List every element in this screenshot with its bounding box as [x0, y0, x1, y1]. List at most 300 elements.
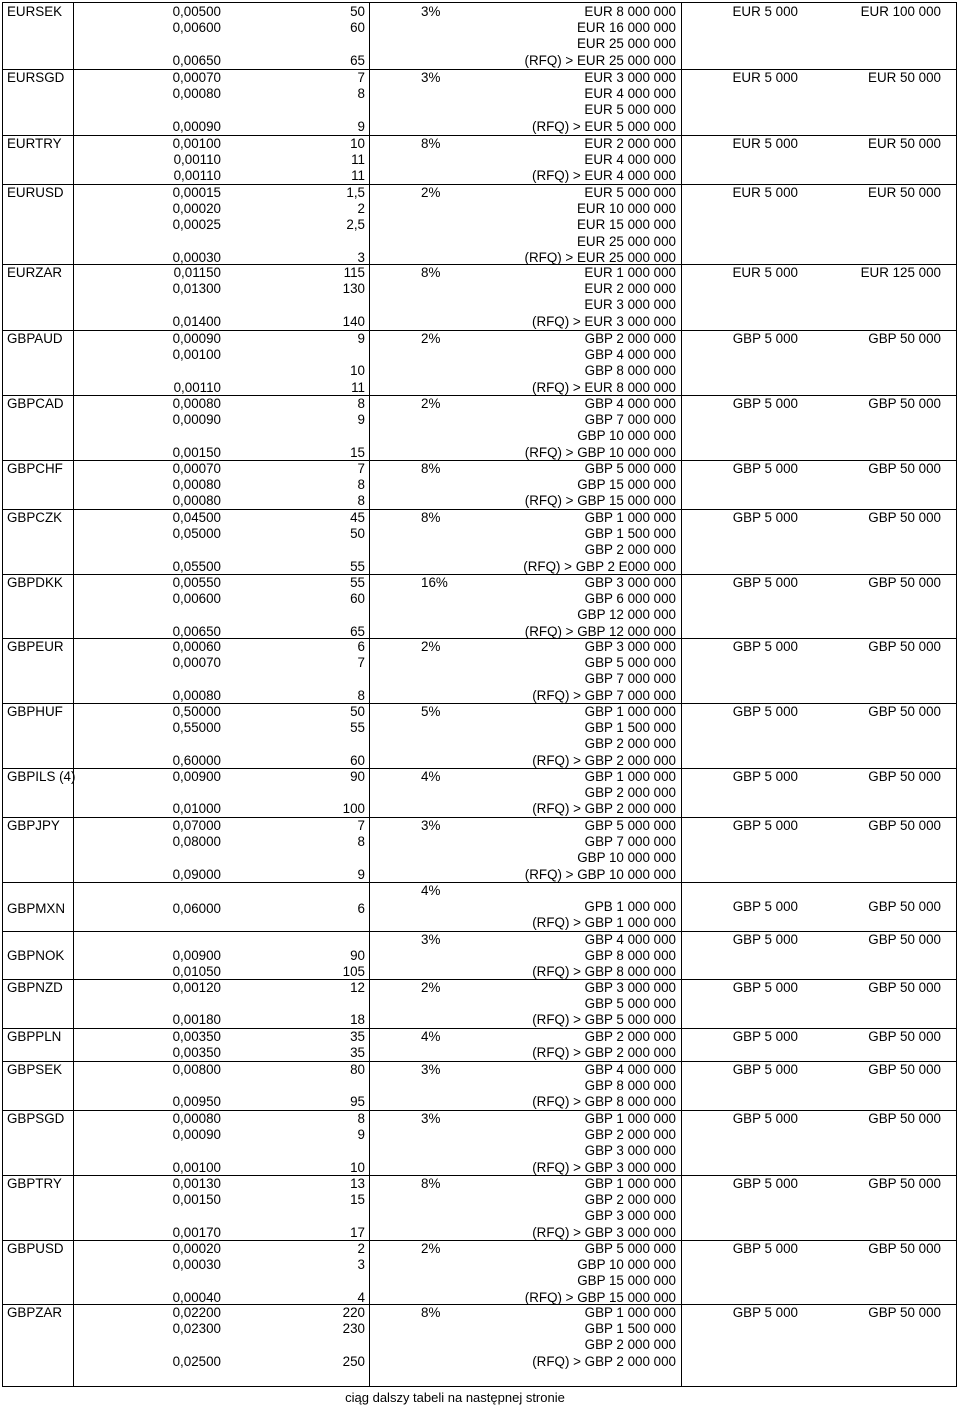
percent-value: 2%	[421, 980, 441, 995]
table-row	[3, 704, 956, 769]
table-row	[3, 769, 956, 818]
rate-value: 0,00100	[172, 347, 221, 363]
amount-threshold: (RFQ) > GBP 2 E000 000	[523, 558, 676, 574]
amount-threshold: EUR 5 000 000	[584, 185, 676, 200]
table-row	[3, 331, 956, 396]
points-value: 7	[357, 818, 365, 833]
amount-threshold: (RFQ) > GBP 2 000 000	[532, 801, 676, 817]
percent-value: 4%	[421, 1029, 441, 1044]
amount-threshold: GBP 3 000 000	[584, 1143, 676, 1159]
min-amount: GBP 5 000	[732, 575, 798, 590]
table-row	[3, 1062, 956, 1111]
points-value: 9	[357, 331, 365, 346]
currency-pair: GBPMXN	[7, 900, 66, 916]
amount-threshold: GBP 10 000 000	[577, 850, 676, 866]
table-row	[3, 510, 956, 575]
rate-value: 0,00080	[172, 1111, 221, 1126]
min-amount: EUR 5 000	[732, 136, 798, 151]
rate-value: 0,00080	[172, 396, 221, 411]
rate-value: 0,00550	[172, 575, 221, 590]
max-amount: GBP 50 000	[868, 818, 941, 833]
rate-value: 0,00060	[172, 639, 221, 654]
rates-table	[2, 2, 957, 1387]
amount-threshold: GBP 1 000 000	[584, 1111, 676, 1126]
points-value: 9	[357, 866, 365, 882]
points-value: 2	[357, 1241, 365, 1256]
points-value: 6	[357, 900, 365, 916]
amount-threshold: GBP 10 000 000	[577, 1257, 676, 1273]
amount-threshold: EUR 8 000 000	[584, 4, 676, 19]
table-row	[3, 639, 956, 704]
rate-value: 0,00030	[172, 249, 221, 265]
amount-threshold: GBP 3 000 000	[584, 575, 676, 590]
table-row	[3, 980, 956, 1029]
table-row	[3, 932, 956, 981]
table-row	[3, 136, 956, 185]
amount-threshold: GBP 1 500 000	[584, 1321, 676, 1337]
max-amount: GBP 50 000	[868, 575, 941, 590]
percent-value: 3%	[421, 70, 441, 85]
points-value: 11	[351, 168, 365, 184]
amount-threshold: (RFQ) > GBP 15 000 000	[524, 493, 676, 509]
points-value: 50	[350, 704, 365, 719]
amount-threshold: EUR 1 000 000	[584, 265, 676, 280]
currency-pair: GBPHUF	[7, 704, 63, 719]
amount-threshold: GBP 2 000 000	[584, 1192, 676, 1208]
rate-value: 0,00800	[172, 1062, 221, 1077]
points-value: 65	[350, 623, 365, 639]
currency-pair: GBPDKK	[7, 575, 63, 590]
amount-threshold: GBP 5 000 000	[584, 655, 676, 671]
amount-threshold: GBP 8 000 000	[584, 363, 676, 379]
rate-value: 0,00900	[172, 769, 221, 784]
amount-threshold: GBP 2 000 000	[584, 736, 676, 752]
max-amount: GBP 50 000	[868, 1176, 941, 1191]
points-value: 4	[357, 1289, 365, 1305]
rate-value: 0,00080	[172, 687, 221, 703]
max-amount: GBP 50 000	[868, 639, 941, 654]
rate-value: 0,00110	[173, 152, 221, 168]
rate-value: 0,00120	[172, 980, 221, 995]
min-amount: GBP 5 000	[732, 1029, 798, 1044]
max-amount: GBP 50 000	[868, 510, 941, 525]
rate-value: 0,00130	[172, 1176, 221, 1191]
amount-threshold: (RFQ) > GBP 2 000 000	[532, 1353, 676, 1369]
max-amount: EUR 125 000	[860, 265, 941, 280]
amount-threshold: GBP 4 000 000	[584, 932, 676, 947]
rate-value: 0,00090	[172, 331, 221, 346]
rate-value: 0,05000	[172, 526, 221, 542]
amount-threshold: GBP 5 000 000	[584, 1241, 676, 1256]
min-amount: GBP 5 000	[732, 639, 798, 654]
amount-threshold: EUR 3 000 000	[584, 70, 676, 85]
currency-pair: GBPCZK	[7, 510, 63, 525]
points-value: 60	[350, 591, 365, 607]
points-value: 50	[350, 526, 365, 542]
rate-value: 0,01000	[172, 801, 221, 817]
max-amount: GBP 50 000	[868, 331, 941, 346]
rate-value: 0,00110	[173, 379, 221, 395]
rate-value: 0,00950	[172, 1094, 221, 1110]
points-value: 55	[350, 558, 365, 574]
currency-pair: GBPJPY	[7, 818, 60, 833]
currency-pair: GBPSGD	[7, 1111, 65, 1126]
rate-value: 0,00080	[172, 86, 221, 102]
points-value: 65	[350, 52, 365, 68]
min-amount: GBP 5 000	[732, 932, 798, 947]
max-amount: GBP 50 000	[868, 1111, 941, 1126]
points-value: 18	[350, 1012, 365, 1028]
points-value: 8	[357, 86, 365, 102]
min-amount: GBP 5 000	[732, 396, 798, 411]
amount-threshold: (RFQ) > EUR 8 000 000	[531, 379, 676, 395]
points-value: 15	[350, 1192, 365, 1208]
table-row	[3, 265, 956, 330]
amount-threshold: EUR 16 000 000	[576, 20, 676, 36]
amount-threshold: (RFQ) > GBP 3 000 000	[532, 1224, 676, 1240]
table-row	[3, 1305, 956, 1370]
min-amount: GBP 5 000	[732, 899, 798, 915]
currency-pair: GBPZAR	[7, 1305, 63, 1320]
table-row	[3, 396, 956, 461]
percent-value: 2%	[421, 331, 441, 346]
points-value: 55	[350, 720, 365, 736]
points-value: 3	[357, 249, 365, 265]
currency-pair: EURTRY	[7, 136, 62, 151]
percent-value: 4%	[421, 769, 441, 784]
currency-pair: GBPAUD	[7, 331, 63, 346]
amount-threshold: GBP 2 000 000	[584, 1029, 676, 1044]
currency-pair: EURZAR	[7, 265, 63, 280]
table-row	[3, 4, 956, 69]
points-value: 6	[357, 639, 365, 654]
points-value: 140	[342, 313, 365, 329]
rate-value: 0,08000	[172, 834, 221, 850]
points-value: 8	[357, 477, 365, 493]
min-amount: GBP 5 000	[732, 1176, 798, 1191]
points-value: 2	[357, 201, 365, 217]
currency-pair: EURUSD	[7, 185, 64, 200]
max-amount: GBP 50 000	[868, 704, 941, 719]
percent-value: 2%	[421, 639, 441, 654]
rate-value: 0,00150	[172, 1192, 221, 1208]
amount-threshold: (RFQ) > GBP 3 000 000	[532, 1159, 676, 1175]
percent-value: 5%	[421, 704, 441, 719]
rate-value: 0,00650	[172, 623, 221, 639]
points-value: 7	[357, 461, 365, 476]
amount-threshold: (RFQ) > GBP 1 000 000	[532, 915, 676, 931]
points-value: 11	[351, 379, 365, 395]
currency-pair: GBPCAD	[7, 396, 64, 411]
amount-threshold: (RFQ) > EUR 25 000 000	[524, 52, 676, 68]
rate-value: 0,50000	[172, 704, 221, 719]
rate-value: 0,00025	[172, 217, 221, 233]
rate-value: 0,00090	[172, 118, 221, 134]
points-value: 250	[342, 1353, 365, 1369]
amount-threshold: GBP 15 000 000	[577, 477, 676, 493]
amount-threshold: GBP 1 000 000	[584, 1176, 676, 1191]
amount-threshold: (RFQ) > GBP 5 000 000	[532, 1012, 676, 1028]
amount-threshold: (RFQ) > EUR 25 000 000	[524, 249, 676, 265]
points-value: 8	[357, 493, 365, 509]
rate-value: 0,00080	[172, 477, 221, 493]
amount-threshold: (RFQ) > GBP 8 000 000	[532, 1094, 676, 1110]
amount-threshold: EUR 5 000 000	[584, 102, 676, 118]
points-value: 8	[357, 687, 365, 703]
rate-value: 0,09000	[172, 866, 221, 882]
amount-threshold: GBP 8 000 000	[584, 1078, 676, 1094]
rate-value: 0,00090	[172, 1127, 221, 1143]
rate-value: 0,00100	[172, 136, 221, 151]
amount-threshold: (RFQ) > GBP 12 000 000	[524, 623, 676, 639]
percent-value: 8%	[421, 461, 441, 476]
points-value: 15	[350, 444, 365, 460]
table-row	[3, 818, 956, 883]
max-amount: GBP 50 000	[868, 1305, 941, 1320]
amount-threshold: GBP 2 000 000	[584, 1337, 676, 1353]
max-amount: GBP 50 000	[868, 1029, 941, 1044]
points-value: 220	[342, 1305, 365, 1320]
rate-value: 0,00110	[173, 168, 221, 184]
points-value: 130	[342, 281, 365, 297]
table-row	[3, 185, 956, 266]
rate-value: 0,01050	[172, 964, 221, 980]
percent-value: 8%	[421, 510, 441, 525]
points-value: 55	[350, 575, 365, 590]
points-value: 100	[342, 801, 365, 817]
amount-threshold: GBP 4 000 000	[584, 347, 676, 363]
points-value: 50	[350, 4, 365, 19]
currency-pair: GBPNOK	[7, 948, 65, 964]
amount-threshold: GBP 1 000 000	[584, 1305, 676, 1320]
amount-threshold: GBP 3 000 000	[584, 1208, 676, 1224]
percent-value: 8%	[421, 265, 441, 280]
currency-pair: EURSGD	[7, 70, 65, 85]
max-amount: EUR 50 000	[868, 136, 941, 151]
max-amount: GBP 50 000	[868, 1062, 941, 1077]
amount-threshold: EUR 2 000 000	[584, 136, 676, 151]
amount-threshold: EUR 10 000 000	[576, 201, 676, 217]
rate-value: 0,00350	[172, 1045, 221, 1061]
rate-value: 0,00170	[172, 1224, 221, 1240]
points-value: 10	[350, 136, 365, 151]
table-row	[3, 1029, 956, 1061]
points-value: 90	[350, 948, 365, 964]
points-value: 115	[343, 265, 365, 280]
rate-value: 0,01150	[173, 265, 221, 280]
min-amount: GBP 5 000	[732, 1241, 798, 1256]
percent-value: 3%	[421, 1111, 441, 1126]
min-amount: GBP 5 000	[732, 331, 798, 346]
rate-value: 0,00900	[172, 948, 221, 964]
points-value: 45	[350, 510, 365, 525]
amount-threshold: GBP 10 000 000	[577, 428, 676, 444]
rate-value: 0,00650	[172, 52, 221, 68]
percent-value: 8%	[421, 1176, 441, 1191]
min-amount: GBP 5 000	[732, 1062, 798, 1077]
percent-value: 4%	[421, 883, 441, 898]
rate-value: 0,00030	[172, 1257, 221, 1273]
points-value: 105	[342, 964, 365, 980]
amount-threshold: (RFQ) > GBP 8 000 000	[532, 964, 676, 980]
currency-pair: GBPPLN	[7, 1029, 62, 1044]
points-value: 60	[350, 20, 365, 36]
currency-pair: EURSEK	[7, 4, 63, 19]
points-value: 8	[357, 396, 365, 411]
points-value: 2,5	[346, 217, 365, 233]
amount-threshold: GBP 7 000 000	[584, 671, 676, 687]
min-amount: GBP 5 000	[732, 1305, 798, 1320]
max-amount: GBP 50 000	[868, 1241, 941, 1256]
min-amount: GBP 5 000	[732, 704, 798, 719]
table-row	[3, 1176, 956, 1241]
amount-threshold: (RFQ) > GBP 15 000 000	[524, 1289, 676, 1305]
rate-value: 0,05500	[172, 558, 221, 574]
amount-threshold: GBP 4 000 000	[584, 1062, 676, 1077]
amount-threshold: (RFQ) > GBP 2 000 000	[532, 1045, 676, 1061]
rate-value: 0,00015	[172, 185, 221, 200]
amount-threshold: GBP 7 000 000	[584, 412, 676, 428]
rate-value: 0,02200	[172, 1305, 221, 1320]
amount-threshold: GBP 5 000 000	[584, 461, 676, 476]
table-row	[3, 575, 956, 640]
amount-threshold: GBP 2 000 000	[584, 331, 676, 346]
percent-value: 8%	[421, 136, 441, 151]
min-amount: GBP 5 000	[732, 1111, 798, 1126]
continuation-note: ciąg dalszy tabeli na następnej stronie	[345, 1390, 565, 1405]
points-value: 10	[350, 363, 365, 379]
percent-value: 2%	[421, 1241, 441, 1256]
table-row	[3, 461, 956, 510]
min-amount: GBP 5 000	[732, 769, 798, 784]
rate-value: 0,00070	[172, 655, 221, 671]
amount-threshold: GBP 4 000 000	[584, 396, 676, 411]
currency-pair: GBPSEK	[7, 1062, 63, 1077]
amount-threshold: EUR 3 000 000	[584, 297, 676, 313]
rate-value: 0,00150	[172, 444, 221, 460]
rate-value: 0,01300	[172, 281, 221, 297]
rate-value: 0,00040	[172, 1289, 221, 1305]
amount-threshold: GBP 15 000 000	[577, 1273, 676, 1289]
rate-value: 0,00180	[172, 1012, 221, 1028]
amount-threshold: (RFQ) > EUR 5 000 000	[531, 118, 676, 134]
rate-value: 0,04500	[172, 510, 221, 525]
currency-pair: GBPCHF	[7, 461, 63, 476]
amount-threshold: EUR 25 000 000	[576, 233, 676, 249]
points-value: 8	[357, 1111, 365, 1126]
rate-value: 0,00070	[172, 461, 221, 476]
max-amount: GBP 50 000	[868, 769, 941, 784]
amount-threshold: EUR 4 000 000	[584, 86, 676, 102]
rate-value: 0,60000	[172, 752, 221, 768]
points-value: 13	[350, 1176, 365, 1191]
currency-pair: GBPILS (4)	[7, 769, 76, 784]
amount-threshold: GBP 1 000 000	[584, 704, 676, 719]
amount-threshold: (RFQ) > GBP 10 000 000	[524, 444, 676, 460]
amount-threshold: (RFQ) > GBP 2 000 000	[532, 752, 676, 768]
min-amount: EUR 5 000	[732, 265, 798, 280]
amount-threshold: (RFQ) > GBP 10 000 000	[524, 866, 676, 882]
percent-value: 3%	[421, 818, 441, 833]
rate-value: 0,02500	[172, 1353, 221, 1369]
min-amount: EUR 5 000	[732, 185, 798, 200]
rate-value: 0,02300	[172, 1321, 221, 1337]
max-amount: GBP 50 000	[868, 396, 941, 411]
currency-pair: GBPNZD	[7, 980, 63, 995]
amount-threshold: GBP 3 000 000	[584, 639, 676, 654]
percent-value: 16%	[421, 575, 448, 590]
rate-value: 0,55000	[172, 720, 221, 736]
rate-value: 0,00600	[172, 591, 221, 607]
points-value: 10	[350, 1159, 365, 1175]
points-value: 35	[350, 1045, 365, 1061]
points-value: 95	[350, 1094, 365, 1110]
min-amount: GBP 5 000	[732, 980, 798, 995]
currency-pair: GBPTRY	[7, 1176, 62, 1191]
min-amount: GBP 5 000	[732, 818, 798, 833]
rate-value: 0,01400	[172, 313, 221, 329]
amount-threshold: GBP 6 000 000	[584, 591, 676, 607]
rate-value: 0,00100	[172, 1159, 221, 1175]
points-value: 90	[350, 769, 365, 784]
min-amount: EUR 5 000	[732, 70, 798, 85]
rate-value: 0,00350	[172, 1029, 221, 1044]
amount-threshold: EUR 4 000 000	[584, 152, 676, 168]
percent-value: 3%	[421, 1062, 441, 1077]
min-amount: GBP 5 000	[732, 461, 798, 476]
amount-threshold: EUR 15 000 000	[576, 217, 676, 233]
max-amount: EUR 100 000	[860, 4, 941, 19]
amount-threshold: GBP 5 000 000	[584, 818, 676, 833]
amount-threshold: GBP 1 000 000	[584, 769, 676, 784]
points-value: 3	[357, 1257, 365, 1273]
amount-threshold: GBP 1 500 000	[584, 526, 676, 542]
max-amount: EUR 50 000	[868, 185, 941, 200]
amount-threshold: GBP 1 000 000	[584, 510, 676, 525]
points-value: 8	[357, 834, 365, 850]
max-amount: GBP 50 000	[868, 980, 941, 995]
currency-pair: GBPUSD	[7, 1241, 64, 1256]
points-value: 9	[357, 118, 365, 134]
rate-value: 0,00070	[172, 70, 221, 85]
max-amount: GBP 50 000	[868, 932, 941, 947]
points-value: 7	[357, 70, 365, 85]
amount-threshold: EUR 2 000 000	[584, 281, 676, 297]
table-row	[3, 883, 956, 932]
amount-threshold: GBP 7 000 000	[584, 834, 676, 850]
points-value: 7	[357, 655, 365, 671]
table-row	[3, 1111, 956, 1176]
currency-pair: GBPEUR	[7, 639, 64, 654]
rate-value: 0,00020	[172, 1241, 221, 1256]
amount-threshold: GPB 1 000 000	[584, 899, 676, 915]
rate-value: 0,00500	[172, 4, 221, 19]
amount-threshold: EUR 25 000 000	[576, 36, 676, 52]
amount-threshold: GBP 2 000 000	[584, 1127, 676, 1143]
amount-threshold: GBP 5 000 000	[584, 996, 676, 1012]
percent-value: 3%	[421, 4, 441, 19]
points-value: 17	[350, 1224, 365, 1240]
points-value: 80	[350, 1062, 365, 1077]
percent-value: 2%	[421, 185, 441, 200]
points-value: 35	[350, 1029, 365, 1044]
amount-threshold: GBP 2 000 000	[584, 785, 676, 801]
amount-threshold: GBP 12 000 000	[577, 607, 676, 623]
percent-value: 2%	[421, 396, 441, 411]
rate-value: 0,06000	[172, 900, 221, 916]
rate-value: 0,00090	[172, 412, 221, 428]
rate-value: 0,00020	[172, 201, 221, 217]
